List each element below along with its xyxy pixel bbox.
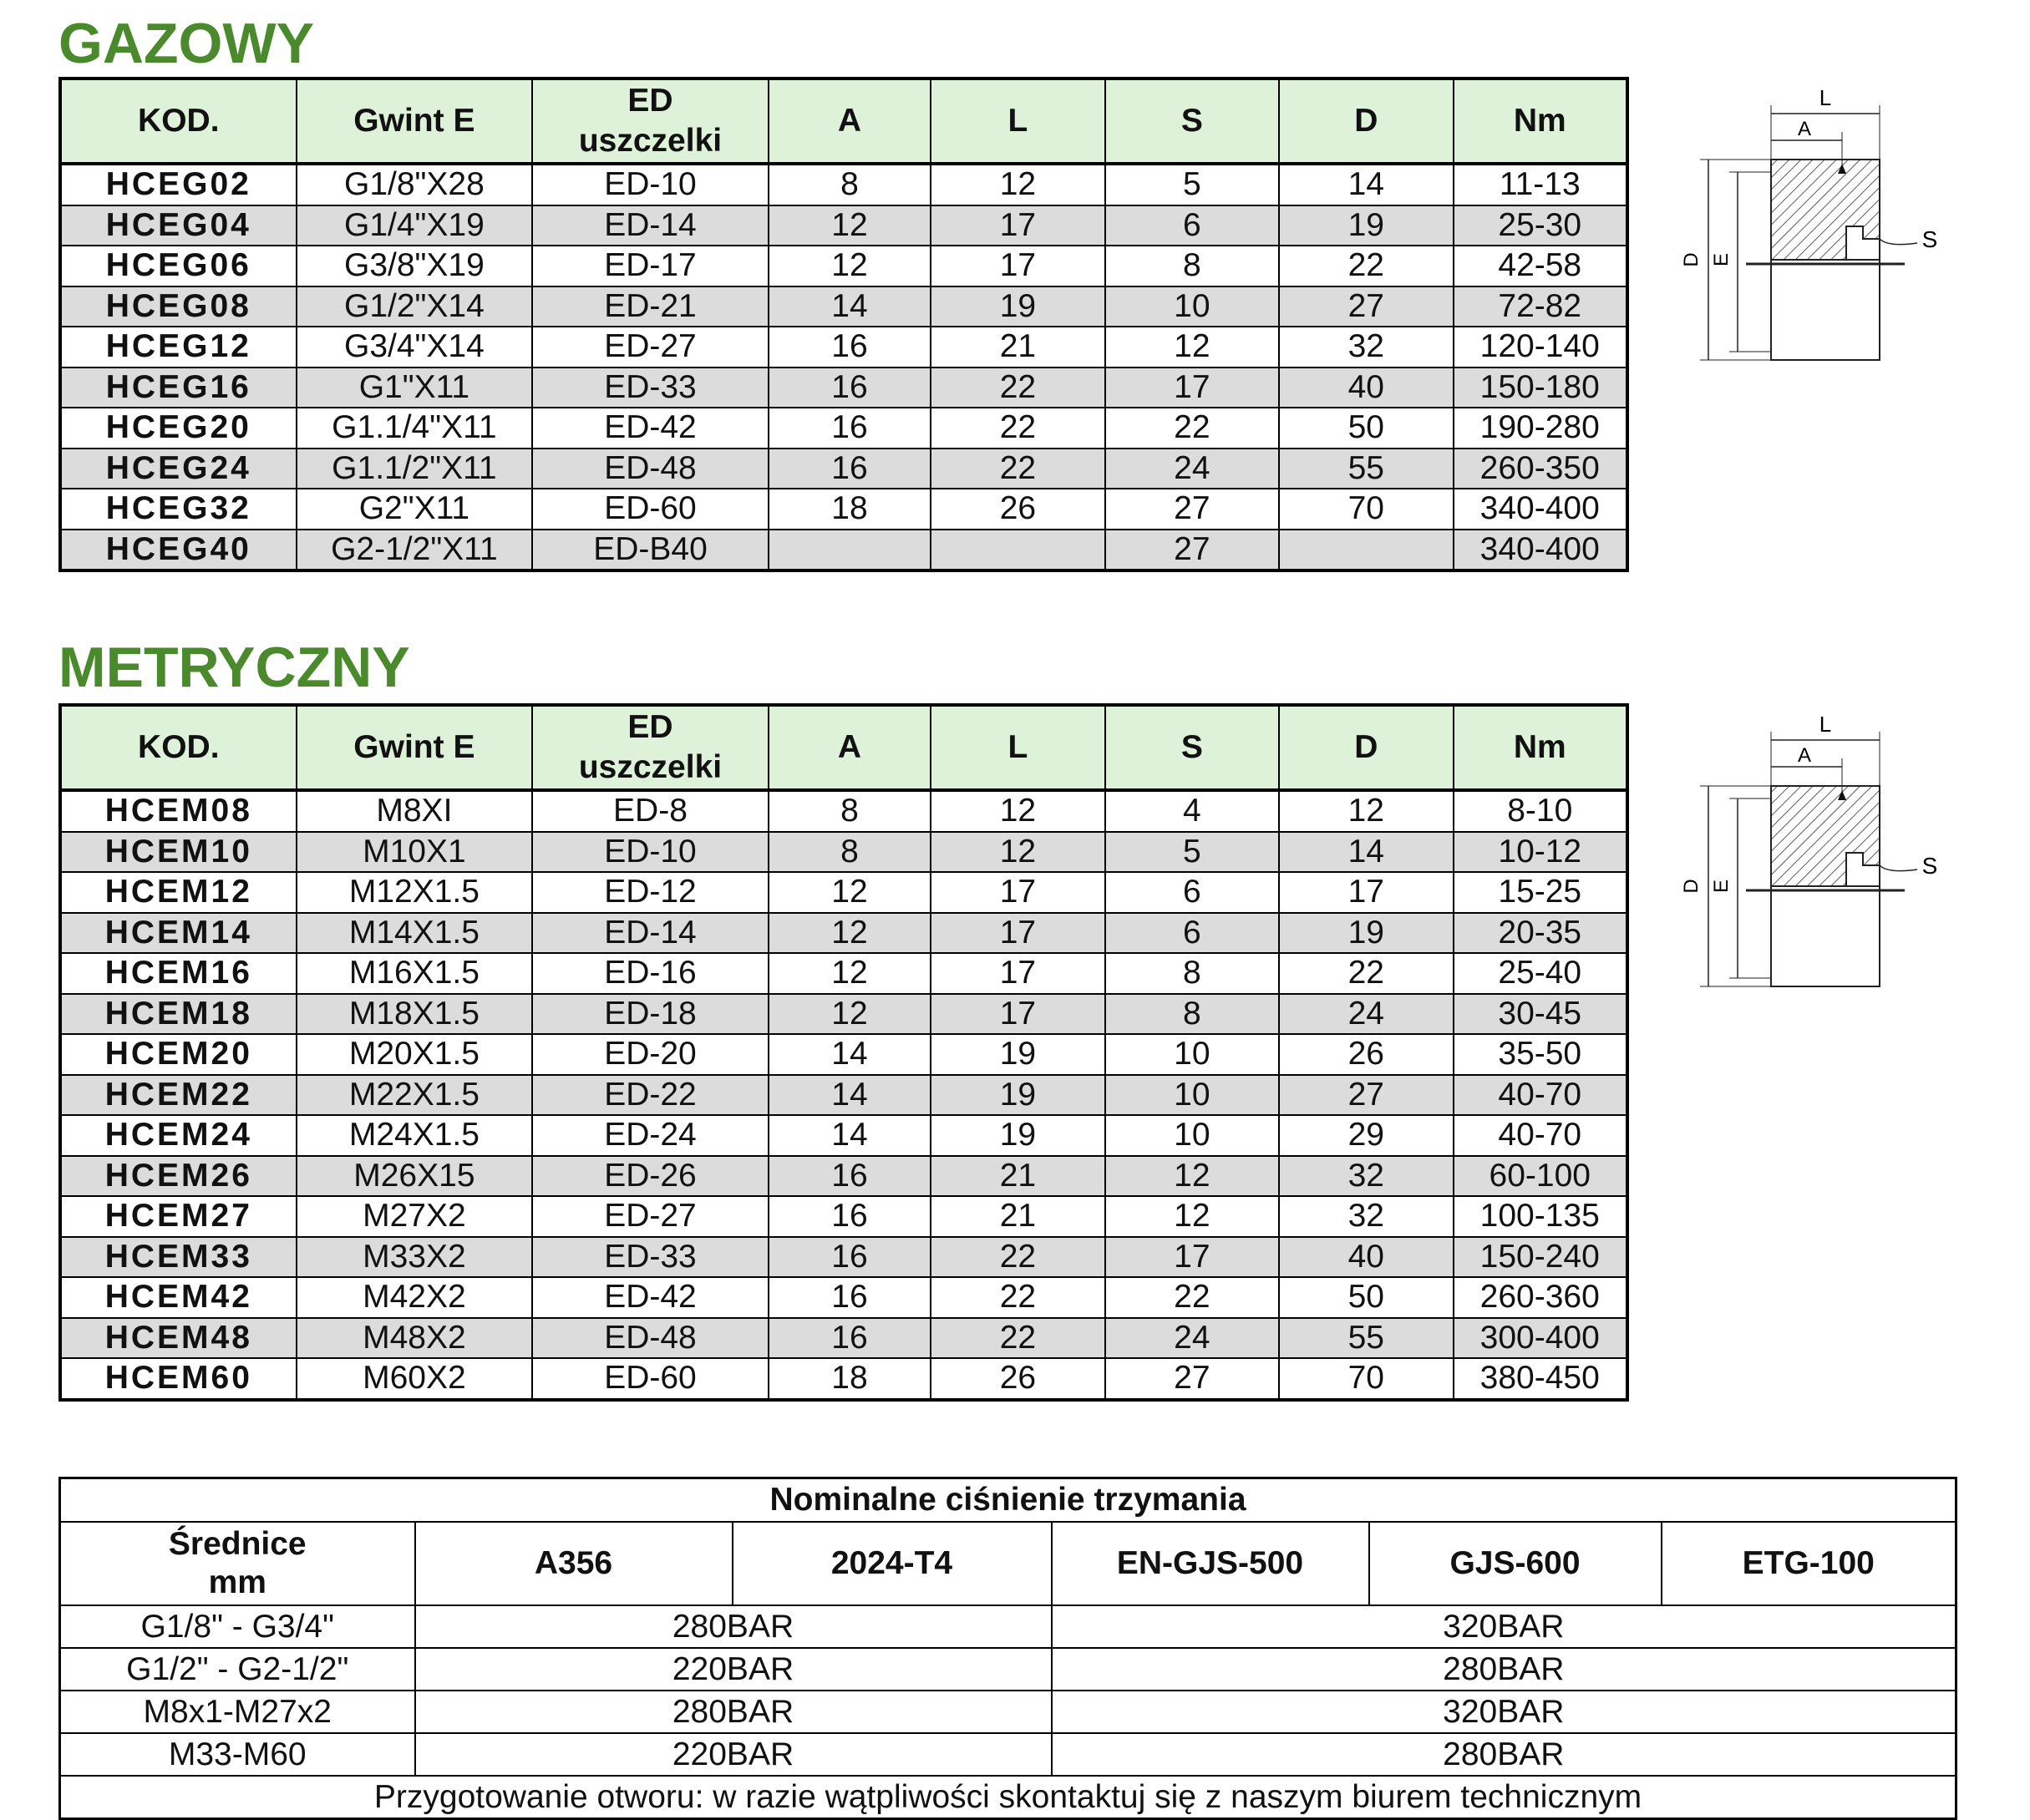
table-cell: 150-180 [1454, 368, 1628, 408]
dimension-label-a: A [1797, 744, 1812, 767]
product-code-cell: HCEM24 [60, 1115, 297, 1156]
table-cell: ED-17 [532, 246, 769, 286]
table-cell: ED-16 [532, 953, 769, 994]
table-cell: 17 [1279, 872, 1453, 913]
iron-pressure-cell: 280BAR [1052, 1648, 1956, 1691]
table-cell: 30-45 [1454, 994, 1628, 1035]
table-cell: 19 [931, 1034, 1104, 1075]
product-code-cell: HCEM18 [60, 994, 297, 1035]
hole-preparation-note: Przygotowanie otworu: w razie wątpliwości skontaktuj się z naszym biurem technicznym [60, 1776, 1956, 1819]
product-code-cell: HCEM22 [60, 1075, 297, 1116]
table-cell: 27 [1105, 530, 1279, 571]
table-cell: 16 [769, 1318, 931, 1359]
table-cell: 17 [931, 872, 1104, 913]
dimension-label-a: A [1797, 118, 1812, 140]
table-cell: 6 [1105, 913, 1279, 954]
product-code-cell: HCEM26 [60, 1156, 297, 1197]
dimension-label-d: D [1680, 879, 1703, 894]
table-cell: 14 [769, 1075, 931, 1116]
table-cell [931, 530, 1104, 571]
table-cell: G3/8"X19 [297, 246, 533, 286]
table-row [60, 530, 1627, 571]
pressure-row [60, 1605, 1956, 1648]
table-cell: 260-360 [1454, 1277, 1628, 1318]
table-cell: 5 [1105, 164, 1279, 205]
table-cell: 10 [1105, 1075, 1279, 1116]
table-cell: 10 [1105, 1115, 1279, 1156]
table-cell [769, 530, 931, 571]
table-cell: 22 [931, 368, 1104, 408]
table-cell: G1.1/2"X11 [297, 449, 533, 489]
product-code-cell: HCEG06 [60, 246, 297, 286]
table-cell: ED-20 [532, 1034, 769, 1075]
material-header: GJS-600 [1369, 1522, 1662, 1605]
table-cell: 24 [1105, 449, 1279, 489]
dimension-label-e: E [1710, 252, 1733, 267]
table-row [60, 246, 1627, 286]
table-cell: 50 [1279, 1277, 1453, 1318]
table-cell: 21 [931, 1196, 1104, 1237]
table-cell: 340-400 [1454, 530, 1628, 571]
table-row [60, 286, 1627, 327]
table-row [60, 1156, 1627, 1197]
table-cell: G3/4"X14 [297, 327, 533, 368]
table-cell: 27 [1279, 286, 1453, 327]
table-cell: ED-18 [532, 994, 769, 1035]
table-cell: 14 [769, 1034, 931, 1075]
table-cell: 16 [769, 449, 931, 489]
table-cell: 60-100 [1454, 1156, 1628, 1197]
table-cell: G1"X11 [297, 368, 533, 408]
pressure-row [60, 1691, 1956, 1733]
pressure-table-caption: Nominalne ciśnienie trzymania [60, 1478, 1956, 1523]
table-row [60, 1075, 1627, 1116]
table-row [60, 1115, 1627, 1156]
table-cell: M33X2 [297, 1237, 533, 1278]
table-row [60, 1318, 1627, 1359]
column-header: L [931, 705, 1104, 790]
table-cell: 32 [1279, 1196, 1453, 1237]
table-cell: ED-24 [532, 1115, 769, 1156]
iron-pressure-cell: 280BAR [1052, 1733, 1956, 1776]
table-cell: 35-50 [1454, 1034, 1628, 1075]
table-cell: 10-12 [1454, 832, 1628, 873]
fitting-drawing-metryczny [1679, 707, 1997, 995]
table-cell: 4 [1105, 790, 1279, 832]
table-cell: M18X1.5 [297, 994, 533, 1035]
table-cell: 16 [769, 1237, 931, 1278]
table-cell: 12 [769, 246, 931, 286]
table-cell: 70 [1279, 489, 1453, 530]
material-header: ETG-100 [1662, 1522, 1956, 1605]
table-cell: 120-140 [1454, 327, 1628, 368]
table-cell: ED-42 [532, 1277, 769, 1318]
table-cell: 12 [1279, 790, 1453, 832]
pressure-row [60, 1648, 1956, 1691]
table-row [60, 408, 1627, 449]
table-cell: 17 [1105, 368, 1279, 408]
table-cell: 70 [1279, 1358, 1453, 1400]
material-header: 2024-T4 [733, 1522, 1052, 1605]
product-code-cell: HCEG08 [60, 286, 297, 327]
product-code-cell: HCEM12 [60, 872, 297, 913]
table-cell: M16X1.5 [297, 953, 533, 994]
column-header: KOD. [60, 79, 297, 164]
spec-table-gazowy [58, 77, 1629, 572]
table-cell: 50 [1279, 408, 1453, 449]
product-code-cell: HCEM60 [60, 1358, 297, 1400]
table-cell: 55 [1279, 1318, 1453, 1359]
product-code-cell: HCEG20 [60, 408, 297, 449]
product-code-cell: HCEG24 [60, 449, 297, 489]
spec-table-metryczny [58, 703, 1629, 1402]
column-header: L [931, 79, 1104, 164]
table-cell: 25-40 [1454, 953, 1628, 994]
table-row [60, 994, 1627, 1035]
table-cell: M27X2 [297, 1196, 533, 1237]
table-cell: ED-10 [532, 164, 769, 205]
table-cell: 16 [769, 1196, 931, 1237]
column-header: S [1105, 705, 1279, 790]
iron-pressure-cell: 320BAR [1052, 1605, 1956, 1648]
dimension-label-l: L [1819, 85, 1832, 110]
table-cell: 22 [931, 449, 1104, 489]
table-row [60, 953, 1627, 994]
table-cell: 12 [931, 164, 1104, 205]
table-cell: 72-82 [1454, 286, 1628, 327]
diameter-header: Średnice mm [60, 1522, 415, 1605]
table-cell: 12 [769, 205, 931, 246]
table-cell [1279, 530, 1453, 571]
table-cell: ED-60 [532, 1358, 769, 1400]
table-cell: 6 [1105, 205, 1279, 246]
table-row [60, 1358, 1627, 1400]
table-cell: 19 [931, 1115, 1104, 1156]
column-header: ED uszczelki [532, 79, 769, 164]
table-row [60, 205, 1627, 246]
table-row [60, 489, 1627, 530]
section-title-metryczny: METRYCZNY [58, 636, 410, 699]
table-cell: ED-48 [532, 1318, 769, 1359]
table-cell: ED-33 [532, 1237, 769, 1278]
dimension-label-d: D [1680, 252, 1703, 267]
product-code-cell: HCEG32 [60, 489, 297, 530]
table-cell: 8 [769, 164, 931, 205]
product-code-cell: HCEG12 [60, 327, 297, 368]
table-cell: 12 [769, 994, 931, 1035]
product-code-cell: HCEM27 [60, 1196, 297, 1237]
table-cell: 42-58 [1454, 246, 1628, 286]
dimension-label-e: E [1710, 879, 1733, 894]
table-cell: 17 [931, 205, 1104, 246]
dimension-label-s: S [1921, 226, 1938, 252]
column-header: A [769, 705, 931, 790]
column-header: D [1279, 79, 1453, 164]
iron-pressure-cell: 320BAR [1052, 1691, 1956, 1733]
table-cell: 8 [769, 832, 931, 873]
table-row [60, 164, 1627, 205]
product-code-cell: HCEG16 [60, 368, 297, 408]
table-row [60, 1277, 1627, 1318]
header-row [60, 79, 1627, 164]
table-cell: M26X15 [297, 1156, 533, 1197]
table-cell: 27 [1105, 489, 1279, 530]
table-cell: 8 [1105, 994, 1279, 1035]
table-cell: 25-30 [1454, 205, 1628, 246]
table-cell: ED-26 [532, 1156, 769, 1197]
table-row [60, 872, 1627, 913]
product-code-cell: HCEG40 [60, 530, 297, 571]
product-code-cell: HCEG02 [60, 164, 297, 205]
pressure-header-row [60, 1522, 1956, 1605]
table-row [60, 368, 1627, 408]
table-cell: M24X1.5 [297, 1115, 533, 1156]
table-cell: 12 [769, 913, 931, 954]
product-code-cell: HCEM08 [60, 790, 297, 832]
table-cell: M8XI [297, 790, 533, 832]
product-code-cell: HCEM42 [60, 1277, 297, 1318]
table-row [60, 913, 1627, 954]
table-cell: 12 [1105, 327, 1279, 368]
table-cell: 5 [1105, 832, 1279, 873]
table-cell: 27 [1279, 1075, 1453, 1116]
fitting-drawing-gazowy [1679, 80, 1997, 368]
table-cell: 20-35 [1454, 913, 1628, 954]
table-cell: 16 [769, 327, 931, 368]
table-row [60, 832, 1627, 873]
table-row [60, 1237, 1627, 1278]
table-cell: 8 [1105, 953, 1279, 994]
aluminium-pressure-cell: 280BAR [415, 1691, 1052, 1733]
table-cell: 14 [769, 286, 931, 327]
table-cell: 22 [1105, 408, 1279, 449]
table-cell: 26 [1279, 1034, 1453, 1075]
table-cell: 10 [1105, 286, 1279, 327]
section-title-gazowy: GAZOWY [58, 12, 314, 75]
table-cell: 6 [1105, 872, 1279, 913]
table-cell: 40 [1279, 368, 1453, 408]
table-cell: 32 [1279, 1156, 1453, 1197]
table-cell: 40-70 [1454, 1115, 1628, 1156]
material-header: A356 [415, 1522, 733, 1605]
aluminium-pressure-cell: 220BAR [415, 1648, 1052, 1691]
table-cell: ED-14 [532, 205, 769, 246]
table-cell: 22 [1105, 1277, 1279, 1318]
table-cell: 380-450 [1454, 1358, 1628, 1400]
product-code-cell: HCEM20 [60, 1034, 297, 1075]
table-cell: ED-B40 [532, 530, 769, 571]
table-cell: 17 [931, 994, 1104, 1035]
table-row [60, 449, 1627, 489]
table-cell: 22 [931, 408, 1104, 449]
product-code-cell: HCEM48 [60, 1318, 297, 1359]
product-code-cell: HCEM33 [60, 1237, 297, 1278]
table-cell: G2"X11 [297, 489, 533, 530]
technical-drawing [1700, 105, 1917, 360]
table-cell: 24 [1279, 994, 1453, 1035]
table-cell: 32 [1279, 327, 1453, 368]
table-cell: 15-25 [1454, 872, 1628, 913]
table-cell: M42X2 [297, 1277, 533, 1318]
table-cell: 300-400 [1454, 1318, 1628, 1359]
column-header: S [1105, 79, 1279, 164]
table-cell: 12 [931, 832, 1104, 873]
table-cell: 26 [931, 1358, 1104, 1400]
table-cell: 12 [1105, 1156, 1279, 1197]
table-cell: 16 [769, 1156, 931, 1197]
table-cell: M12X1.5 [297, 872, 533, 913]
table-cell: 22 [1279, 953, 1453, 994]
table-cell: 190-280 [1454, 408, 1628, 449]
diameter-range-cell: G1/2" - G2-1/2" [60, 1648, 415, 1691]
table-cell: 260-350 [1454, 449, 1628, 489]
table-cell: 29 [1279, 1115, 1453, 1156]
table-cell: G1.1/4"X11 [297, 408, 533, 449]
table-row [60, 1034, 1627, 1075]
table-cell: G2-1/2"X11 [297, 530, 533, 571]
table-cell: M14X1.5 [297, 913, 533, 954]
table-cell: 10 [1105, 1034, 1279, 1075]
table-cell: 21 [931, 327, 1104, 368]
table-cell: ED-14 [532, 913, 769, 954]
product-code-cell: HCEM10 [60, 832, 297, 873]
table-cell: 22 [931, 1237, 1104, 1278]
column-header: Nm [1454, 79, 1628, 164]
table-cell: 12 [1105, 1196, 1279, 1237]
dimension-label-l: L [1819, 712, 1832, 737]
table-cell: 16 [769, 368, 931, 408]
column-header: A [769, 79, 931, 164]
dimension-label-s: S [1921, 853, 1938, 879]
table-cell: 17 [931, 953, 1104, 994]
table-cell: 17 [931, 913, 1104, 954]
table-cell: 24 [1105, 1318, 1279, 1359]
table-cell: G1/4"X19 [297, 205, 533, 246]
table-cell: G1/8"X28 [297, 164, 533, 205]
table-cell: 340-400 [1454, 489, 1628, 530]
table-cell: ED-33 [532, 368, 769, 408]
diameter-range-cell: G1/8" - G3/4" [60, 1605, 415, 1648]
table-cell: ED-48 [532, 449, 769, 489]
table-cell: 19 [1279, 913, 1453, 954]
table-cell: 12 [769, 872, 931, 913]
column-header: ED uszczelki [532, 705, 769, 790]
table-cell: 11-13 [1454, 164, 1628, 205]
product-code-cell: HCEM14 [60, 913, 297, 954]
diameter-range-cell: M33-M60 [60, 1733, 415, 1776]
table-cell: 26 [931, 489, 1104, 530]
table-cell: M60X2 [297, 1358, 533, 1400]
table-cell: 14 [1279, 164, 1453, 205]
table-cell: M48X2 [297, 1318, 533, 1359]
table-cell: M22X1.5 [297, 1075, 533, 1116]
material-header: EN-GJS-500 [1052, 1522, 1369, 1605]
table-cell: M20X1.5 [297, 1034, 533, 1075]
table-cell: ED-8 [532, 790, 769, 832]
table-cell: 17 [931, 246, 1104, 286]
table-cell: 55 [1279, 449, 1453, 489]
header-row [60, 705, 1627, 790]
table-cell: 8 [1105, 246, 1279, 286]
table-cell: M10X1 [297, 832, 533, 873]
technical-drawing [1700, 732, 1917, 986]
table-cell: 21 [931, 1156, 1104, 1197]
table-row [60, 790, 1627, 832]
table-cell: 40 [1279, 1237, 1453, 1278]
column-header: KOD. [60, 705, 297, 790]
table-cell: ED-10 [532, 832, 769, 873]
table-row [60, 1196, 1627, 1237]
column-header: Nm [1454, 705, 1628, 790]
pressure-table [58, 1477, 1957, 1820]
table-cell: 18 [769, 489, 931, 530]
pressure-row [60, 1733, 1956, 1776]
table-cell: 22 [1279, 246, 1453, 286]
table-cell: ED-60 [532, 489, 769, 530]
table-cell: 12 [931, 790, 1104, 832]
table-cell: 40-70 [1454, 1075, 1628, 1116]
table-cell: G1/2"X14 [297, 286, 533, 327]
table-cell: 19 [1279, 205, 1453, 246]
table-cell: 14 [1279, 832, 1453, 873]
table-cell: 8-10 [1454, 790, 1628, 832]
table-cell: ED-42 [532, 408, 769, 449]
table-cell: ED-27 [532, 1196, 769, 1237]
product-code-cell: HCEM16 [60, 953, 297, 994]
table-cell: 27 [1105, 1358, 1279, 1400]
column-header: Gwint E [297, 705, 533, 790]
table-cell: 100-135 [1454, 1196, 1628, 1237]
table-cell: 19 [931, 286, 1104, 327]
table-cell: 12 [769, 953, 931, 994]
table-cell: 8 [769, 790, 931, 832]
table-cell: ED-21 [532, 286, 769, 327]
column-header: Gwint E [297, 79, 533, 164]
table-cell: 22 [931, 1318, 1104, 1359]
note-row [60, 1776, 1956, 1819]
column-header: D [1279, 705, 1453, 790]
table-cell: ED-22 [532, 1075, 769, 1116]
aluminium-pressure-cell: 280BAR [415, 1605, 1052, 1648]
product-code-cell: HCEG04 [60, 205, 297, 246]
table-cell: 16 [769, 1277, 931, 1318]
table-row [60, 327, 1627, 368]
table-cell: 17 [1105, 1237, 1279, 1278]
diameter-range-cell: M8x1-M27x2 [60, 1691, 415, 1733]
table-cell: ED-12 [532, 872, 769, 913]
table-cell: 19 [931, 1075, 1104, 1116]
table-cell: 22 [931, 1277, 1104, 1318]
table-cell: ED-27 [532, 327, 769, 368]
table-cell: 16 [769, 408, 931, 449]
table-cell: 14 [769, 1115, 931, 1156]
aluminium-pressure-cell: 220BAR [415, 1733, 1052, 1776]
table-cell: 150-240 [1454, 1237, 1628, 1278]
table-cell: 18 [769, 1358, 931, 1400]
